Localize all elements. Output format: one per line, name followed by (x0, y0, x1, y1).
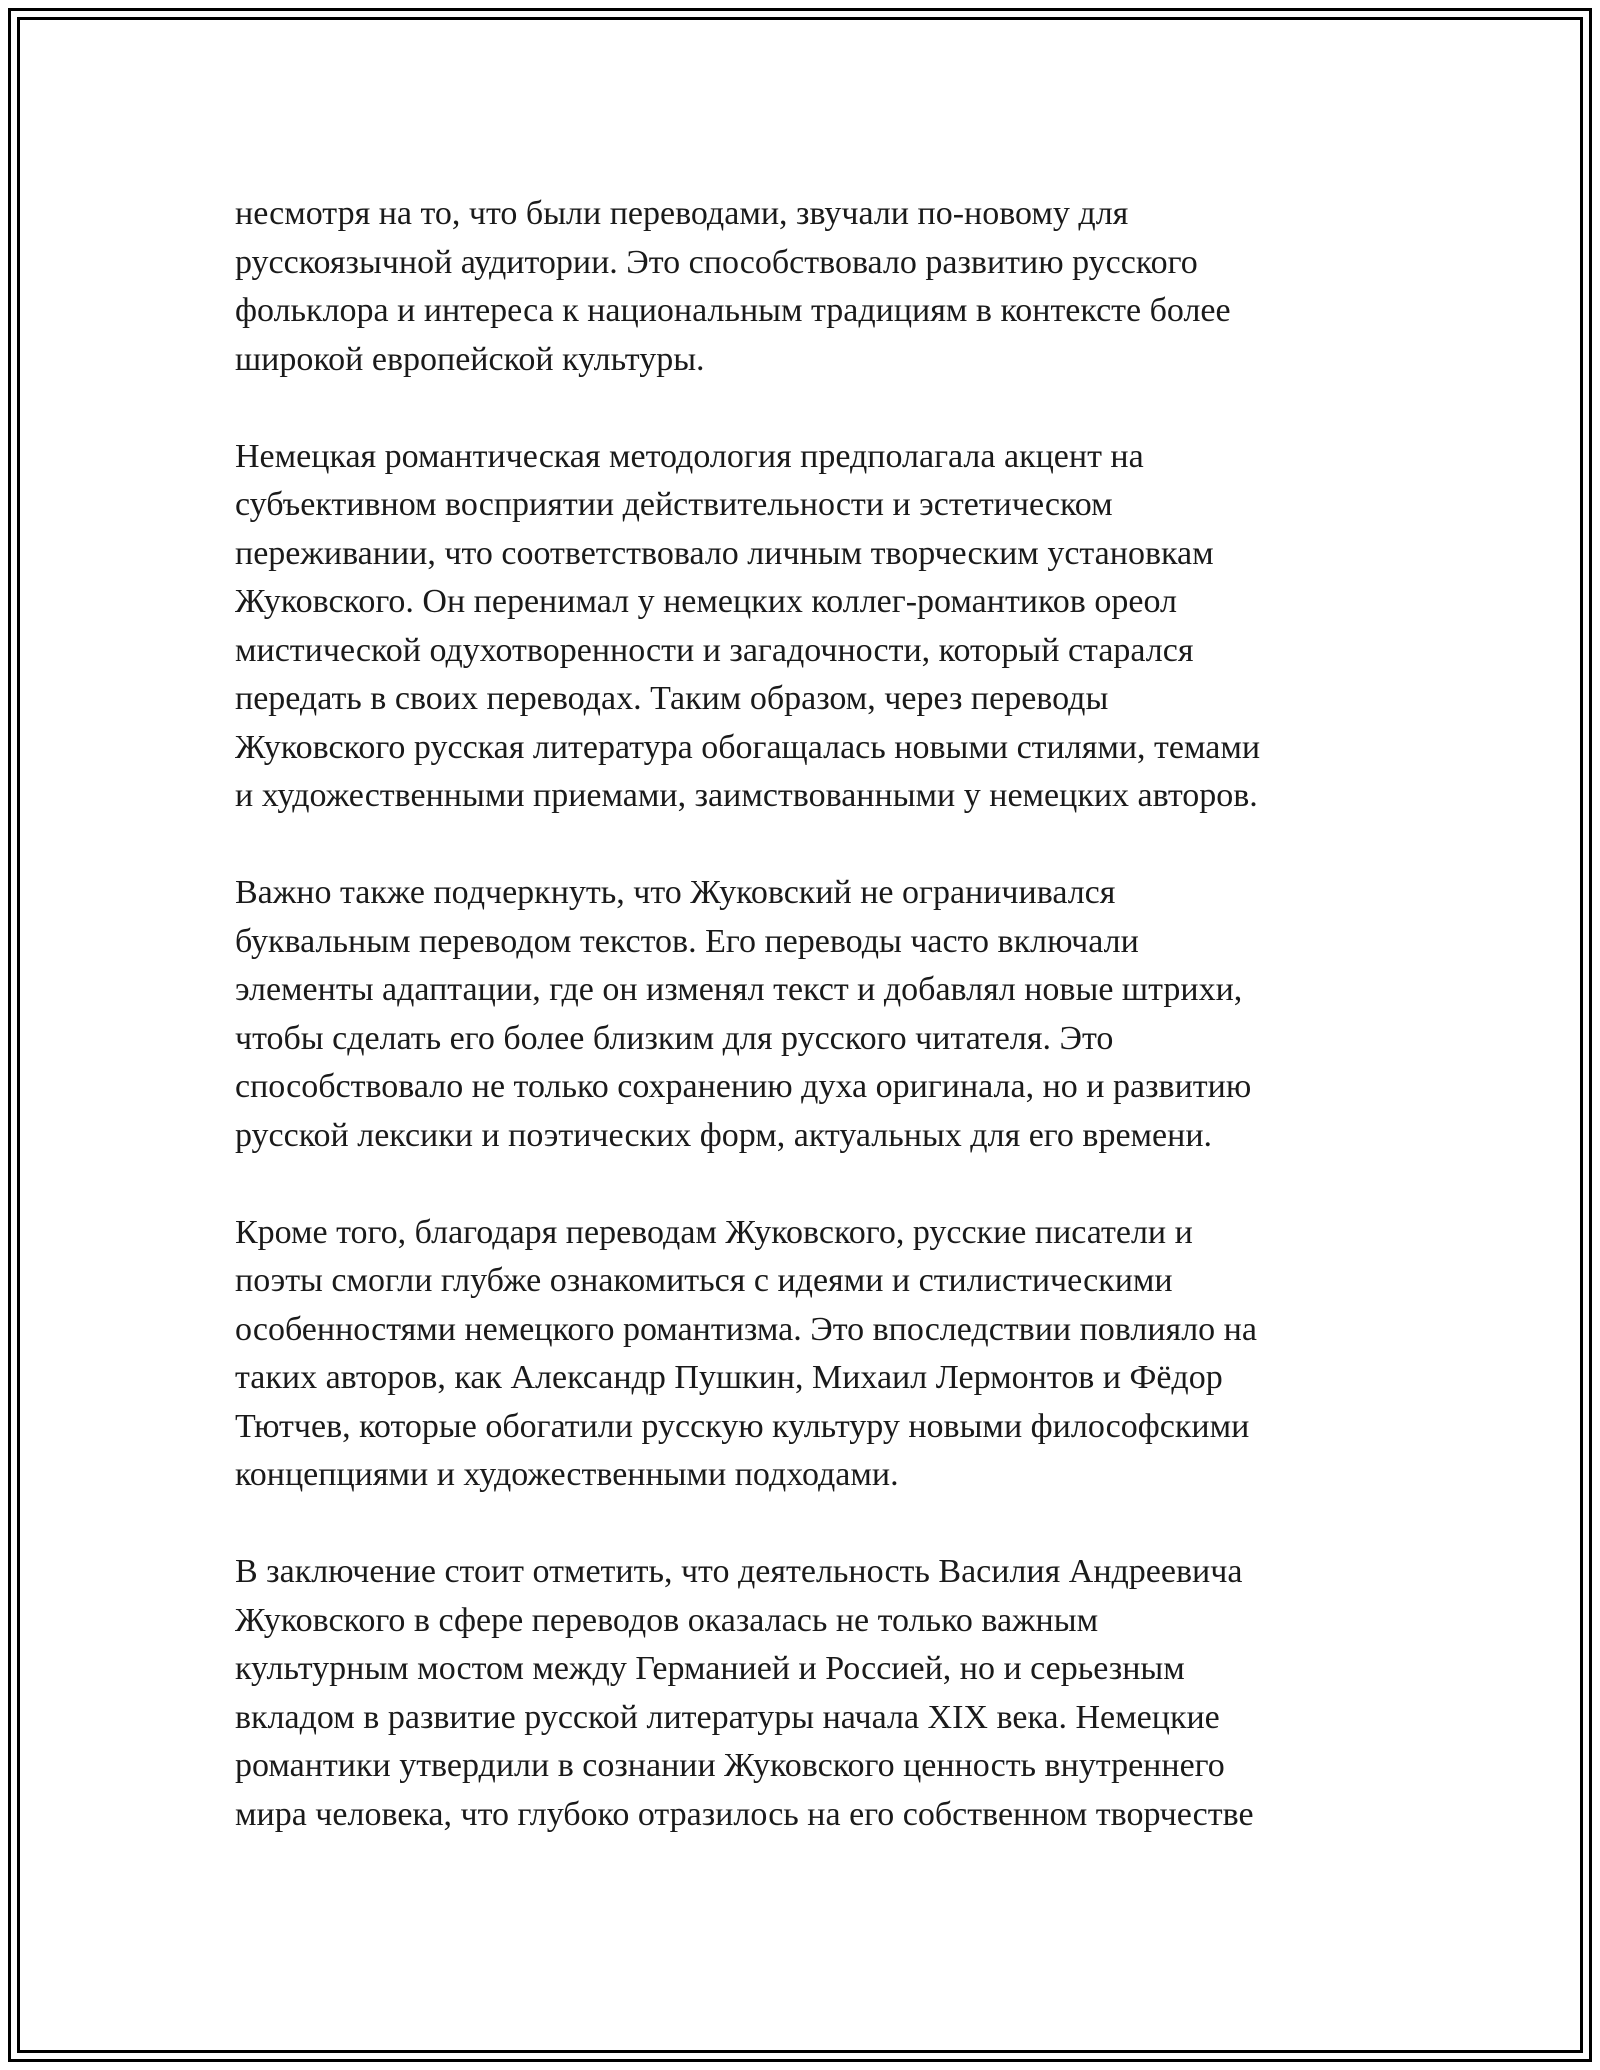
text-line: Жуковского. Он перенимал у немецких коллег-романтиков ореол (235, 583, 1177, 620)
text-line: русской лексики и поэтических форм, актуальных для его времени. (235, 1116, 1213, 1154)
text-line: культурным мостом между Германией и Россией, но и серьезным (235, 1650, 1185, 1687)
text-line: буквальным переводом текстов. Его переводы часто включали (235, 922, 1139, 960)
text-line: несмотря на то, что были переводами, звучали по-новому для (235, 195, 1129, 232)
paragraph (235, 433, 1375, 821)
paragraph (235, 1209, 1375, 1500)
text-line: русскоязычной аудитории. Это способствовало развитию русского (235, 243, 1198, 281)
text-line: фольклора и интереса к национальным традициям в контексте более (235, 292, 1231, 329)
text-line: таких авторов, как Александр Пушкин, Михаил Лермонтов и Фёдор (235, 1359, 1223, 1396)
text-line: Жуковского русская литература обогащалась новыми стилями, темами (235, 728, 1261, 766)
text-line: поэты смогли глубже ознакомиться с идеями и стилистическими (235, 1262, 1173, 1299)
text-line: романтики утвердили в сознании Жуковского ценность внутреннего (235, 1747, 1225, 1784)
paragraph (235, 190, 1375, 384)
text-line: особенностями немецкого романтизма. Это впоследствии повлияло на (235, 1310, 1257, 1348)
text-line: Жуковского в сфере переводов оказалась не только важным (235, 1601, 1099, 1639)
text-line: вкладом в развитие русской литературы начала XIX века. Немецкие (235, 1698, 1220, 1736)
text-line: и художественными приемами, заимствованными у немецких авторов. (235, 777, 1258, 814)
text-line: Важно также подчеркнуть, что Жуковский не ограничивался (235, 874, 1116, 911)
text-line: субъективном восприятии действительности и эстетическом (235, 486, 1113, 523)
document-body (235, 190, 1375, 1839)
text-line: широкой европейской культуры. (235, 340, 705, 378)
text-line: В заключение стоит отметить, что деятельность Василия Андреевича (235, 1553, 1243, 1590)
text-line: концепциями и художественными подходами. (235, 1456, 899, 1493)
text-line: переживании, что соответствовало личным творческим установкам (235, 534, 1214, 572)
text-line: передать в своих переводах. Таким образом, через переводы (235, 680, 1109, 717)
text-line: Немецкая романтическая методология предполагала акцент на (235, 437, 1144, 475)
paragraph (235, 869, 1375, 1160)
text-line: элементы адаптации, где он изменял текст и добавлял новые штрихи, (235, 971, 1243, 1008)
text-line: мистической одухотворенности и загадочности, который старался (235, 631, 1194, 669)
paragraph (235, 1548, 1375, 1839)
text-line: мира человека, что глубоко отразилось на его собственном творчестве (235, 1795, 1254, 1833)
text-line: Тютчев, которые обогатили русскую культуру новыми философскими (235, 1407, 1250, 1445)
text-line: Кроме того, благодаря переводам Жуковского, русские писатели и (235, 1213, 1193, 1251)
text-line: способствовало не только сохранению духа оригинала, но и развитию (235, 1068, 1252, 1105)
text-line: чтобы сделать его более близким для русского читателя. Это (235, 1019, 1114, 1057)
